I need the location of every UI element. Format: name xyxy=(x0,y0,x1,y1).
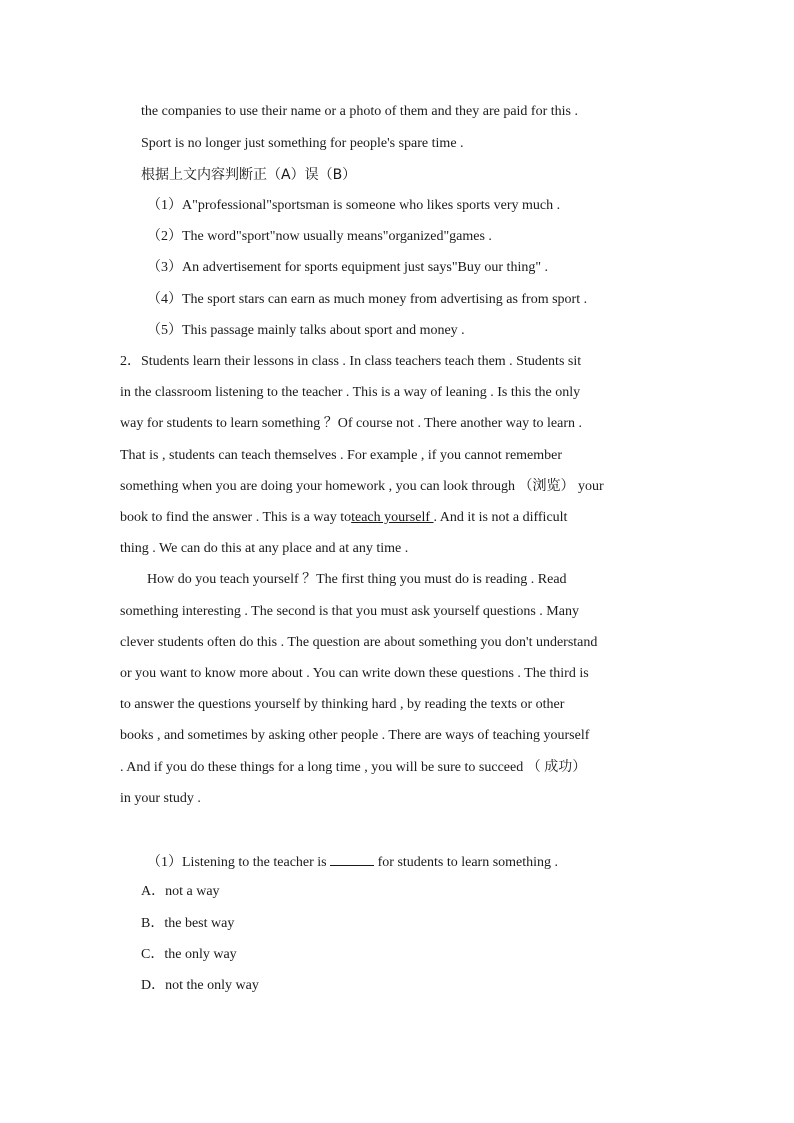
statement-item: （1）A"professional"sportsman is someone who likes sports very much . xyxy=(147,198,561,213)
underlined-phrase: teach yourself xyxy=(351,510,434,525)
passage1-line: the companies to use their name or a photo of them and they are paid for this . xyxy=(141,104,578,119)
answer-blank xyxy=(330,851,374,866)
passage2-line: How do you teach yourself ？The first thing you must do is reading . Read xyxy=(147,572,567,587)
statement-item: （5）This passage mainly talks about sport and money . xyxy=(147,323,465,338)
passage2-text: book to find the answer . This is a way to xyxy=(120,510,352,525)
option-c: C．the only way xyxy=(141,947,237,962)
passage2-line: or you want to know more about . You can write down these questions . The third is xyxy=(120,666,589,681)
passage2-line xyxy=(120,508,567,528)
passage1-line: Sport is no longer just something for people's spare time . xyxy=(141,136,464,151)
passage2-line: in your study . xyxy=(120,791,201,806)
passage2-line: 2．Students learn their lessons in class . In class teachers teach them . Students sit xyxy=(120,354,582,369)
question-stem xyxy=(147,851,558,871)
passage2-text: . And it is not a difficult xyxy=(433,510,568,525)
statement-item: （3）An advertisement for sports equipment just says"Buy our thing" . xyxy=(147,260,549,275)
option-b: B．the best way xyxy=(141,916,235,931)
passage2-line: way for students to learn something ？Of course not . There another way to learn . xyxy=(120,416,582,431)
passage2-line: something when you are doing your homework , you can look through （浏览） your xyxy=(120,479,604,494)
passage2-line: books , and sometimes by asking other people . There are ways of teaching yourself xyxy=(120,728,590,743)
passage2-line: thing . We can do this at any place and at any time . xyxy=(120,541,409,556)
question-text: （1）Listening to the teacher is xyxy=(147,855,331,870)
statement-item: （4）The sport stars can earn as much money from advertising as from sport . xyxy=(147,292,588,307)
passage2-line: That is , students can teach themselves . For example , if you cannot remember xyxy=(120,448,563,463)
passage2-line: something interesting . The second is that you must ask yourself questions . Many xyxy=(120,604,579,619)
statement-item: （2）The word"sport"now usually means"organized"games . xyxy=(147,229,492,244)
option-d: D．not the only way xyxy=(141,978,259,993)
passage2-line: in the classroom listening to the teacher . This is a way of leaning . Is this the only xyxy=(120,385,581,400)
passage2-line: to answer the questions yourself by thinking hard , by reading the texts or other xyxy=(120,697,565,712)
option-a: A．not a way xyxy=(141,884,220,899)
passage2-line: clever students often do this . The question are about something you don't understand xyxy=(120,635,598,650)
question-text: for students to learn something . xyxy=(374,855,559,870)
passage2-line: . And if you do these things for a long time , you will be sure to succeed （ 成功） xyxy=(120,760,587,775)
instruction-text: 根据上文内容判断正（A）误（B） xyxy=(141,167,357,183)
